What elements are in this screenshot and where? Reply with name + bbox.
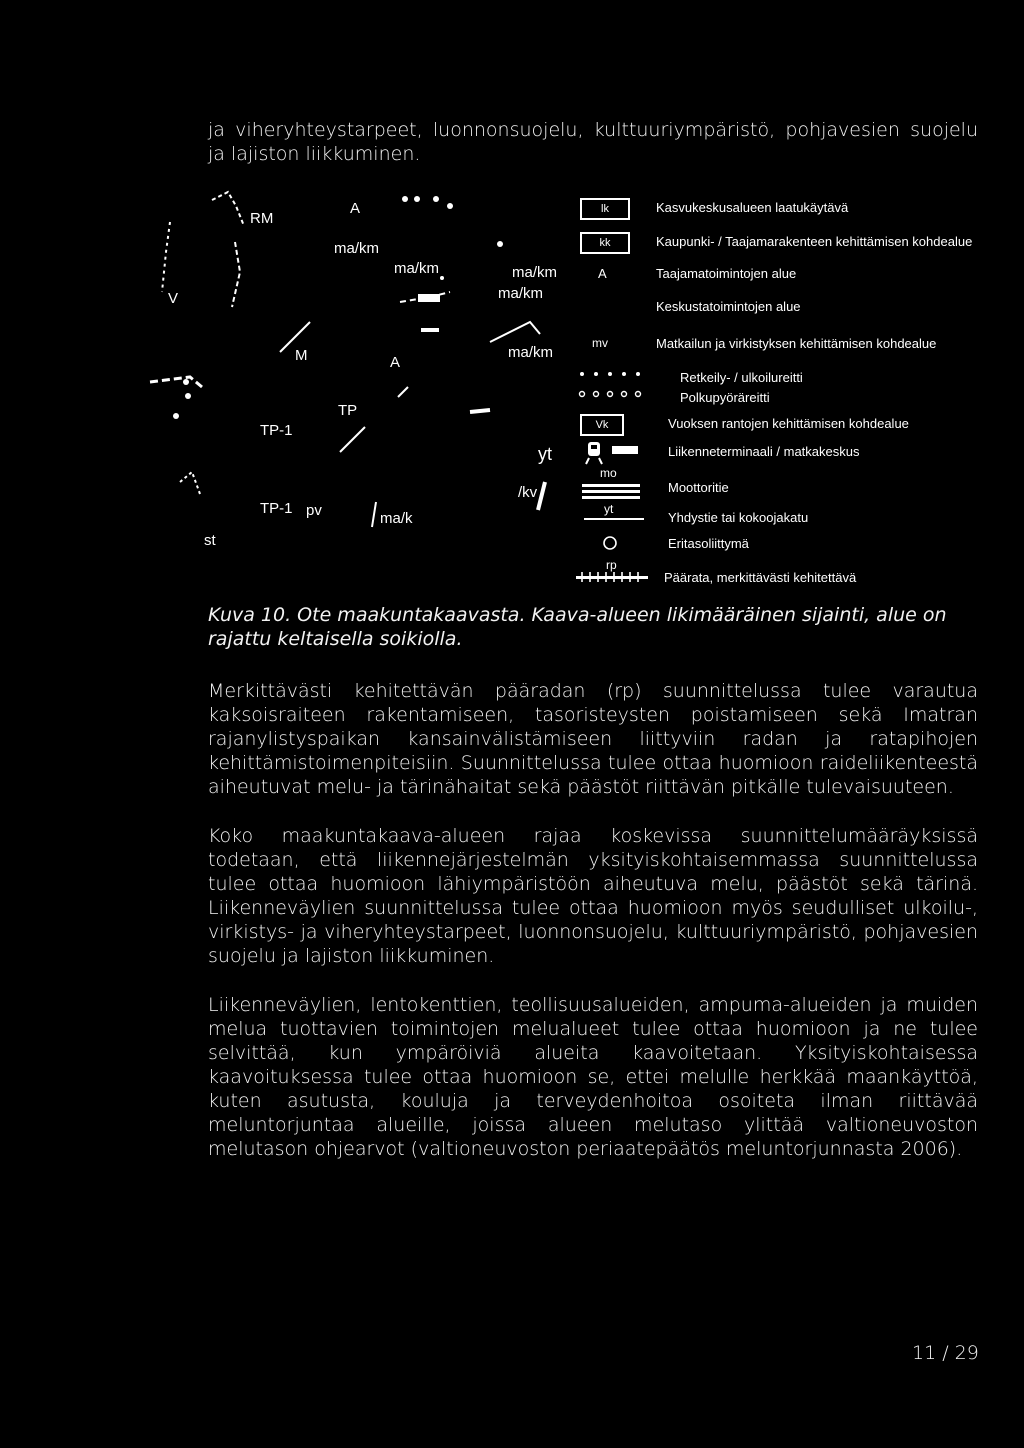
figure-caption: Kuva 10. Ote maakuntakaavasta. Kaava-alueen likimääräinen sijainti, alue on rajattu keltaisella soikiolla. (208, 604, 947, 650)
map-label-ma-km-5: ma/km (508, 344, 553, 361)
legend-row-kaupunki (570, 230, 1000, 256)
map-label-a-mid: A (390, 354, 401, 371)
paragraph-3: Liikenneväylien, lentokenttien, teollisuusalueiden, ampuma-alueiden ja muiden melua tuottavien toimintojen melualueet tulee ottaa huomioon ja ne tulee selvittää, kun ympäröiviä alueita kaavoitetaan. Yksityiskohtaisessa kaavoituksessa tulee ottaa huomioon se, ettei melulle herkkää maankäyttöä, kuten asutusta, kouluja ja terveydenhoitoa osoiteta ilman riittävää meluntorjuntaa alueille, joissa alueen melutaso ylittää valtioneuvoston melutason ohjearvot (valtioneuvoston periaatepäätös meluntorjunnasta 2006). (208, 994, 978, 1160)
train-bus-icon (570, 440, 650, 466)
map-label-rm: RM (250, 210, 274, 227)
map-label-tp1-b: TP-1 (260, 500, 293, 517)
legend-row-moottoritie (570, 466, 1000, 502)
legend-row-paarata (570, 560, 1000, 590)
legend-box-kk: kk (580, 232, 630, 254)
legend-symbol-a: A (598, 266, 607, 281)
legend-row-polkupyora (570, 386, 1000, 412)
map-label-ma-km-2: ma/km (394, 260, 439, 277)
legend-text: Kasvukeskusalueen laatukäytävä (656, 200, 849, 215)
legend-text: Kaupunki- / Taajamarakenteen kehittämisen kohdealue (656, 234, 973, 249)
legend-row-yhdystie (570, 504, 1000, 530)
map-label-yt: yt (538, 444, 553, 464)
map-label-ma-km-4: ma/km (498, 285, 543, 302)
legend-text: Matkailun ja virkistyksen kehittämisen kohdealue (656, 336, 937, 351)
map-label-v: V (168, 290, 179, 307)
map-label-ma-k: ma/k (380, 510, 413, 527)
legend-text: Yhdystie tai kokoojakatu (668, 510, 809, 525)
legend-text: Vuoksen rantojen kehittämisen kohdealue (668, 416, 909, 431)
legend-symbol-mv: mv (592, 336, 608, 350)
legend-row-vuoksi (570, 412, 1000, 438)
legend-text: Päärata, merkittävästi kehitettävä (664, 570, 857, 585)
map-label-tp: TP (338, 402, 358, 419)
legend-box-lk: lk (580, 198, 630, 220)
paragraph-1: Merkittävästi kehitettävän pääradan (rp) suunnittelussa tulee varautua kaksoisraiteen rakentamiseen, tasoristeysten poistamiseen sekä Imatran rajanylistyspaikan kansainvälistämiseen liittyviin radan ja ratapihojen kehittämistoimenpiteisiin. Suunnittelussa tulee ottaa huomioon raideliikenteestä aiheutuvat melu- ja tärinähaitat sekä päästöt riittävän pitkälle tulevaisuuteen. (208, 680, 978, 798)
legend-text: Liikenneterminaali / matkakeskus (668, 444, 860, 459)
map-label-m: M (295, 347, 308, 364)
motorway-icon (570, 466, 650, 502)
legend-text: Polkupyöräreitti (680, 390, 770, 405)
map-figure (140, 182, 1000, 592)
map-label-a-top: A (350, 200, 361, 217)
legend-symbol-mo: mo (600, 466, 617, 480)
interchange-circle-icon (570, 532, 650, 558)
legend-text: Retkeily- / ulkoilureitti (680, 370, 803, 385)
legend-row-taajama (570, 262, 1000, 288)
legend-box-vk: Vk (580, 414, 624, 436)
map-label-ma-km-1: ma/km (334, 240, 379, 257)
map-label-tp1-a: TP-1 (260, 422, 293, 439)
railway-icon (570, 560, 650, 590)
legend-text: Keskustatoimintojen alue (656, 299, 801, 314)
page-number: 11 / 29 (912, 1342, 979, 1364)
legend-row-laatukaytava (570, 196, 1000, 222)
legend-row-matkailu (570, 332, 1000, 358)
paragraph-2: Koko maakuntakaava-alueen rajaa koskevissa suunnittelumääräyksissä todetaan, että liikennejärjestelmän yksityiskohtaisemmassa suunnittelussa tulee ottaa huomioon lähiympäristöön aiheutuva melu, päästöt sekä tärinä. Liikenneväylien suunnittelussa tulee ottaa huomioon myös seudulliset ulkoilu-, virkistys- ja viheryhteystarpeet, luonnonsuojelu, kulttuuriympäristö, pohjavesien suojelu ja lajiston liikkuminen. (208, 825, 978, 967)
legend-row-eritaso (570, 532, 1000, 558)
circle-route-icon (570, 386, 650, 412)
intro-paragraph: ja viheryhteystarpeet, luonnonsuojelu, kulttuuriympäristö, pohjavesien suojelu ja lajiston liikkuminen. (208, 119, 978, 165)
legend-text: Moottoritie (668, 480, 729, 495)
legend-symbol-rp: rp (606, 558, 617, 572)
legend-text: Eritasoliittymä (668, 536, 749, 551)
map-label-st: st (204, 532, 216, 549)
legend-row-terminaali (570, 440, 1000, 466)
map-label-ma-km-3: ma/km (512, 264, 557, 281)
legend-row-keskusta (570, 295, 1000, 321)
map-label-kv: /kv (518, 484, 538, 501)
legend-text: Taajamatoimintojen alue (656, 266, 797, 281)
road-icon (570, 504, 650, 530)
map-label-pv: pv (306, 502, 322, 519)
keskusta-symbol-icon (570, 295, 650, 321)
legend-symbol-yt: yt (604, 502, 614, 516)
